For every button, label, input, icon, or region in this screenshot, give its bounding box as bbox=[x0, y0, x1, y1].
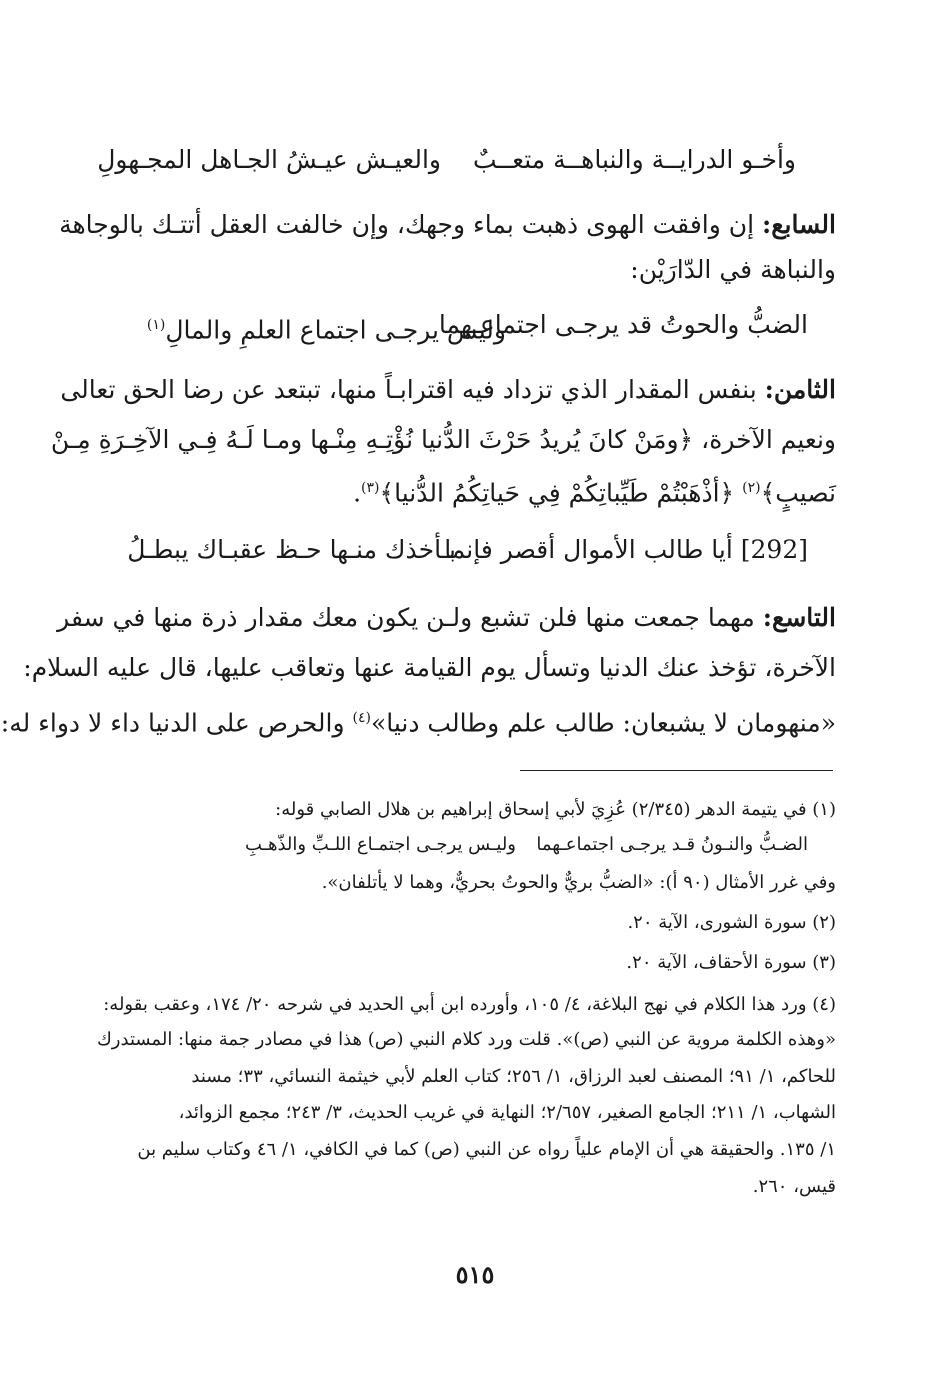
footnote-3: (٣) سورة الأحقاف، الآية ٢٠. bbox=[626, 952, 836, 973]
footnote-ref: (١) bbox=[146, 317, 166, 333]
paragraph-label: التاسع: bbox=[762, 603, 836, 632]
paragraph-text: والحرص على الدنيا داء لا دواء له: bbox=[0, 708, 353, 738]
page-number: ٥١٥ bbox=[455, 1260, 495, 1289]
footnote-4-line4: الشهاب، ١/ ٢١١؛ الجامع الصغير، ٢/٦٥٧؛ النهاية في غريب الحديث، ٣/ ٢٤٣؛ مجمع الزوائد، bbox=[178, 1102, 836, 1123]
paragraph-ninth-line3 bbox=[0, 698, 836, 743]
footnote-ref: (٣) bbox=[361, 480, 380, 496]
paragraph-label: السابع: bbox=[762, 210, 836, 239]
verse-2-second-hemistich bbox=[147, 305, 506, 350]
paragraph-seventh bbox=[59, 205, 836, 245]
footnote-separator bbox=[520, 770, 833, 771]
paragraph-text: إن وافقت الهوى ذهبت بماء وجهك، وإن خالفت العقل أتتـك بالوجاهة bbox=[59, 210, 755, 239]
verse-1-first-hemistich: وأخـو الدرايــة والنباهــة متعــبٌ bbox=[472, 145, 796, 174]
quran-verse: ﴿أذْهَبْتُمْ طَيِّباتِكُمْ فِي حَياتِكُمُ الدُّنيا﴾ bbox=[379, 478, 743, 508]
quran-verse: نَصيبٍ﴾ bbox=[760, 478, 836, 508]
verse-text: وليس يرجـى اجتماع العلمِ والمالِ bbox=[165, 315, 506, 345]
footnote-4-line2: «وهذه الكلمة مروية عن النبي (ص)». قلت ورد كلام النبي (ص) هذا في مصادر جمة منها: المستدرك bbox=[96, 1029, 836, 1050]
paragraph-text: بنفس المقدار الذي تزداد فيه اقترابـاً منها، تبتعد عن رضا الحق تعالى bbox=[60, 375, 757, 404]
footnote-2: (٢) سورة الشورى، الآية ٢٠. bbox=[627, 912, 836, 933]
punctuation: . bbox=[353, 478, 362, 508]
footnote-1-line3: وفي غرر الأمثال (٩٠ أ): «الضبُّ بريٌّ والحوتُ بحريٌّ، وهما لا يأتلفان». bbox=[321, 872, 836, 893]
verse-3-second-hemistich: بـأخذك منـها حـظ عقبـاك يبطـلُ bbox=[127, 535, 456, 564]
footnote-ref: (٤) bbox=[352, 710, 371, 726]
paragraph-ninth bbox=[57, 598, 836, 638]
paragraph-eighth-line2: ونعيم الآخرة، ﴿ومَنْ كانَ يُريدُ حَرْثَ الدُّنيا نُؤْتِـهِ مِنْـها ومـا لَـهُ فِـي الآخِـرَةِ مِـنْ bbox=[50, 425, 836, 454]
paragraph-label: الثامن: bbox=[764, 375, 836, 404]
verse-2-first-hemistich: الضبُّ والحوتُ قد يرجـى اجتماعـهما bbox=[438, 310, 808, 339]
verse-3-first-hemistich: [292] أيا طالب الأموال أقصر فإنما bbox=[444, 535, 808, 564]
hadith-quote: «منهومان لا يشبعان: طالب علم وطالب دنيا» bbox=[370, 708, 836, 738]
paragraph-eighth-line3 bbox=[110, 468, 836, 513]
footnote-4-line1: (٤) ورد هذا الكلام في نهج البلاغة، ٤/ ١٠٥، وأورده ابن أبي الحديد في شرحه ٢٠/ ١٧٤، وعقب بقوله: bbox=[103, 994, 836, 1015]
paragraph-eighth bbox=[60, 370, 836, 410]
footnote-1: (١) في يتيمة الدهر (٢/٣٤٥) عُزِيَ لأبي إسحاق إبراهيم بن هلال الصابي قوله: bbox=[275, 799, 836, 820]
verse-1-second-hemistich: والعيـش عيـشُ الجـاهل المجـهولِ bbox=[97, 145, 441, 174]
footnote-4-line6: قيس، ٢٦٠. bbox=[752, 1176, 836, 1197]
paragraph-seventh-cont: والنباهة في الدّارَيْن: bbox=[630, 255, 836, 284]
paragraph-text: مهما جمعت منها فلن تشبع ولـن يكون معك مقدار ذرة منها في سفر bbox=[57, 603, 755, 632]
footnote-1-verse-a: الضـبُّ والنـونُ قـد يرجـى اجتماعـهما bbox=[536, 834, 808, 855]
footnote-4-line5: ١/ ١٣٥. والحقيقة هي أن الإمام علياً رواه عن النبي (ص) كما في الكافي، ١/ ٤٦ وكتاب سليم بن bbox=[137, 1139, 836, 1160]
footnote-ref: (٢) bbox=[742, 480, 761, 496]
footnote-4-line3: للحاكم، ١/ ٩١؛ المصنف لعبد الرزاق، ١/ ٢٥٦؛ كتاب العلم لأبي خيثمة النسائي، ٣٣؛ مسند bbox=[191, 1066, 836, 1087]
footnote-1-verse-b: وليـس يرجـى اجتمـاع اللـبِّ والذّهـبِ bbox=[245, 834, 516, 855]
paragraph-ninth-line2: الآخرة، تؤخذ عنك الدنيا وتسأل يوم القيامة عنها وتعاقب عليها، قال عليه السلام: bbox=[23, 653, 836, 682]
